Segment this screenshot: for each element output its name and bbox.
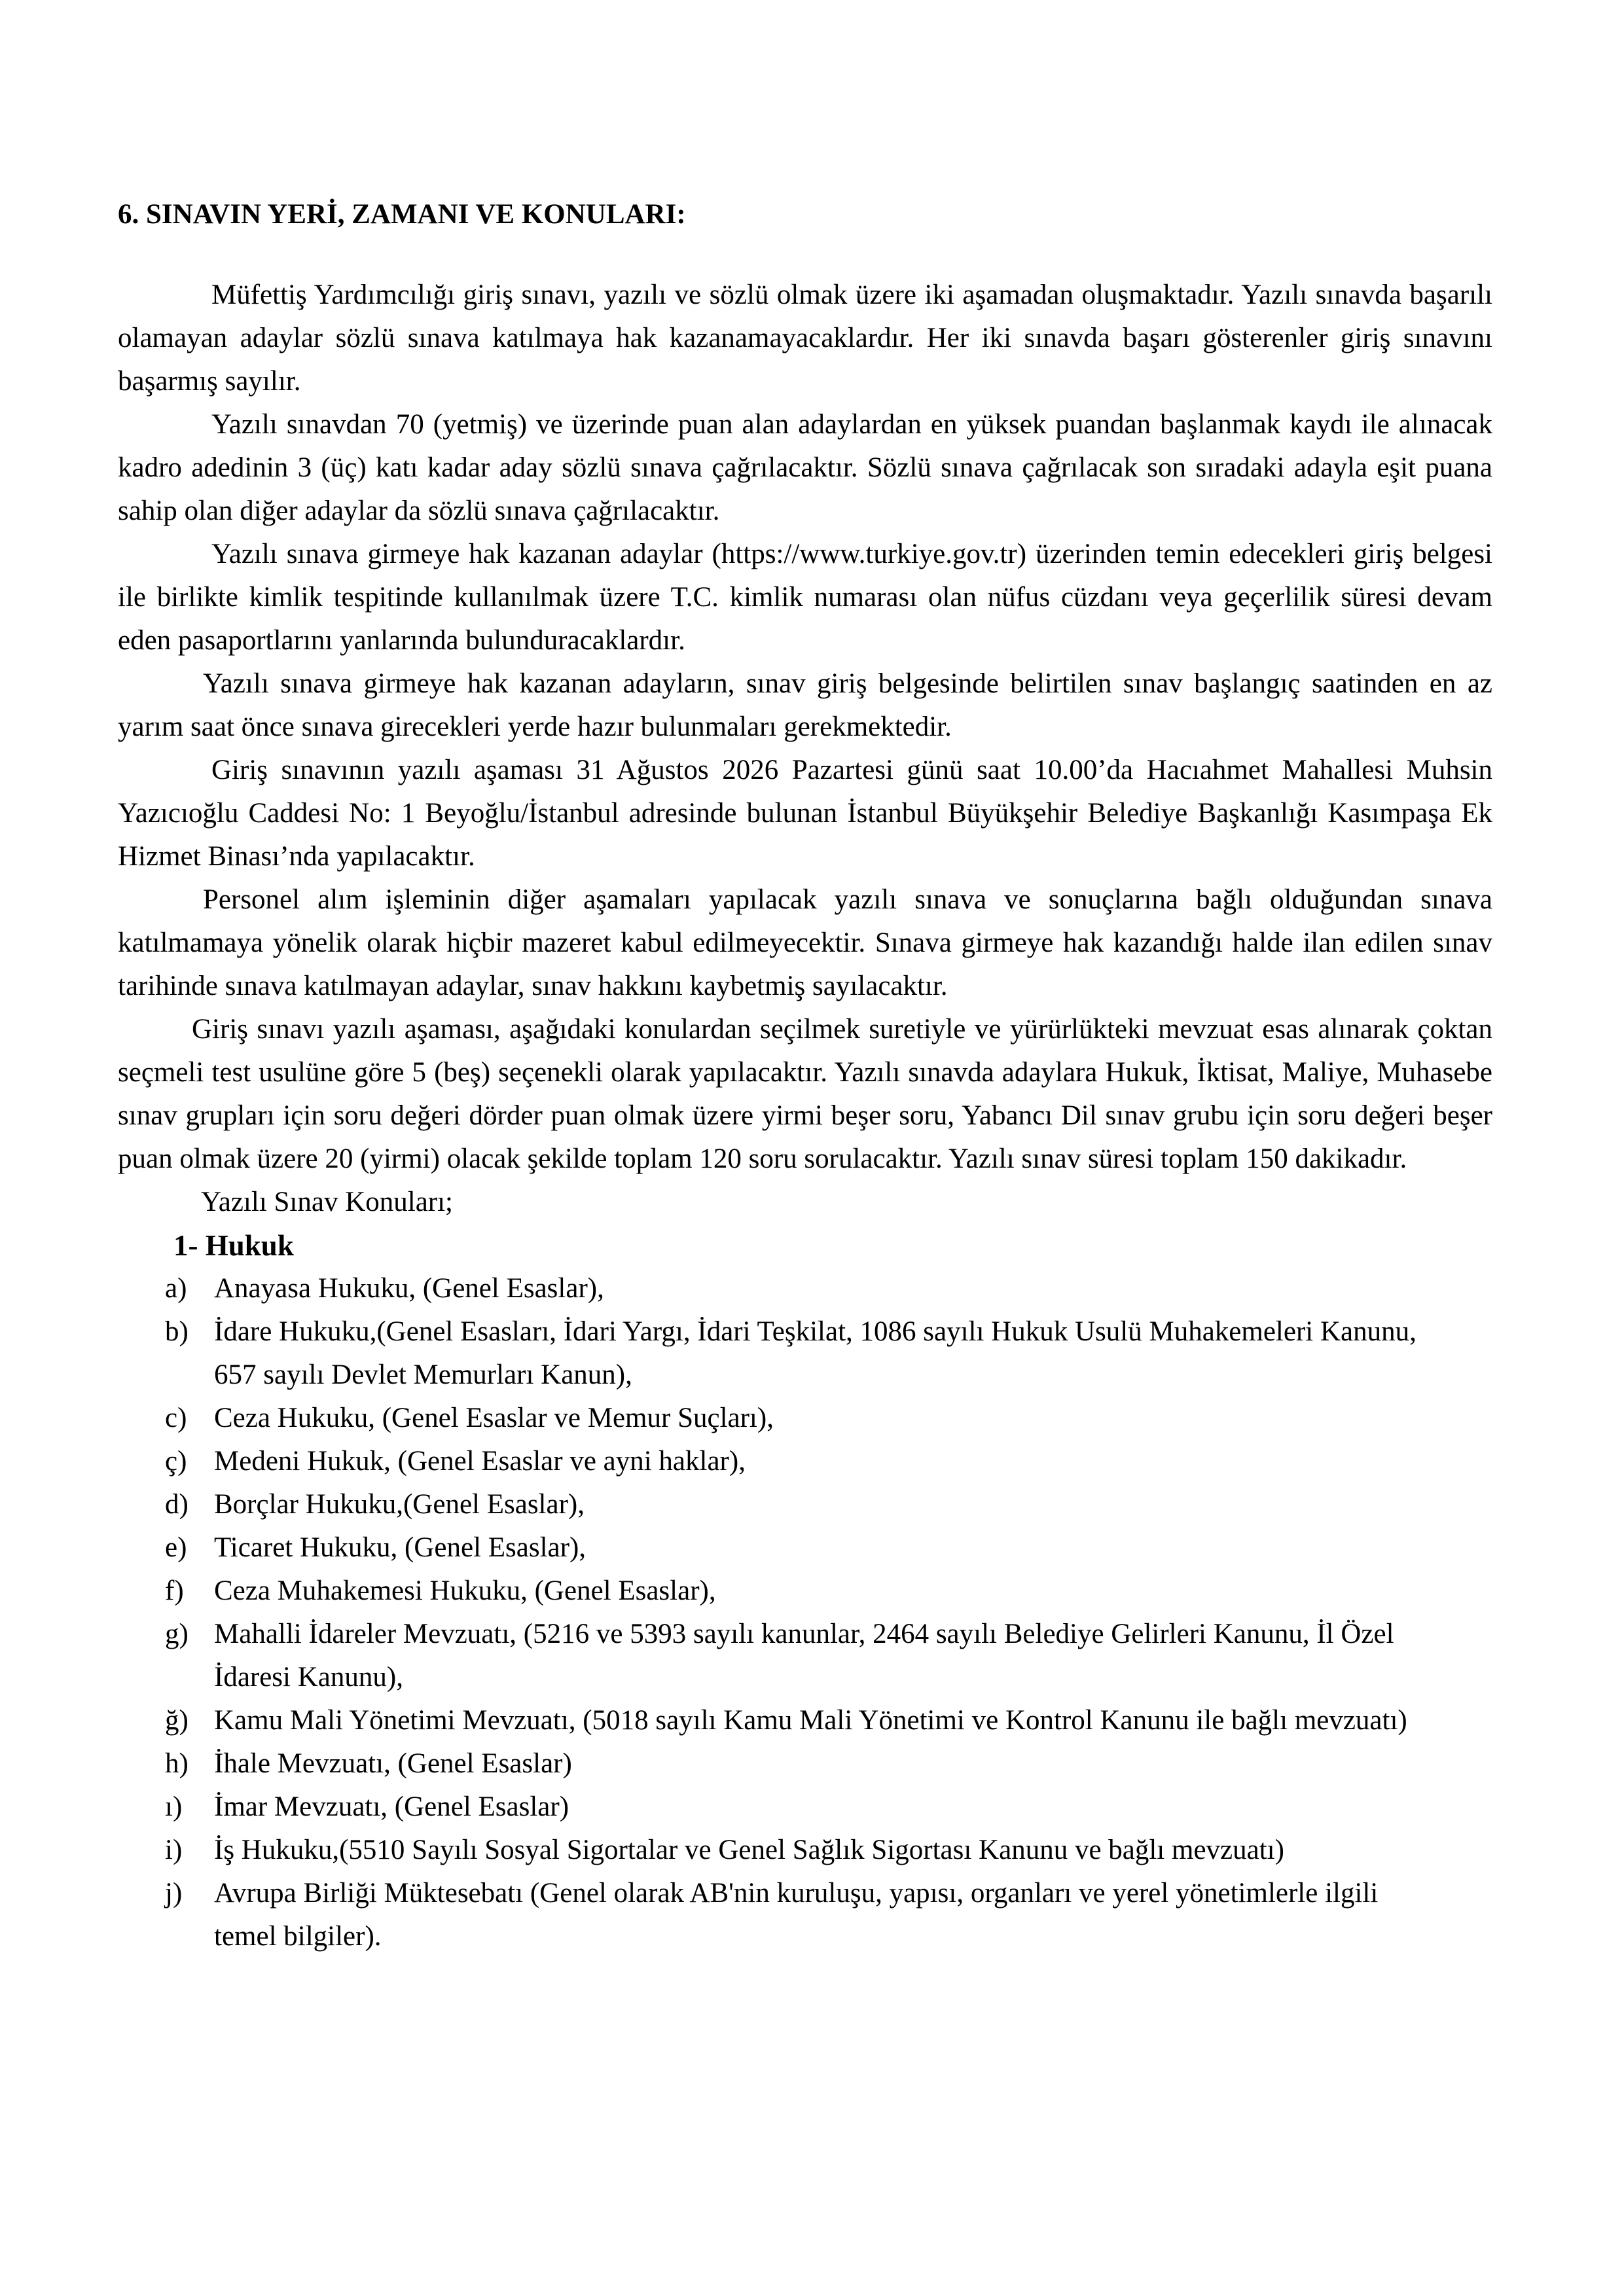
list-item-text: Kamu Mali Yönetimi Mevzuatı, (5018 sayılı Kamu Mali Yönetimi ve Kontrol Kanunu ile bağlı mevzuatı) [214, 1705, 1407, 1736]
list-item [118, 1483, 1492, 1526]
list-item [118, 1570, 1492, 1613]
list-item [118, 1267, 1492, 1310]
list-item-marker: f) [165, 1575, 184, 1606]
list-item-marker: b) [165, 1316, 189, 1347]
topics-intro: Yazılı Sınav Konuları; [201, 1187, 454, 1217]
list-item-marker: c) [165, 1403, 187, 1433]
topic-list [118, 1267, 1492, 1958]
list-item [118, 1829, 1492, 1872]
list-item-text: İhale Mevzuatı, (Genel Esaslar) [214, 1748, 572, 1779]
list-item-text: İş Hukuku,(5510 Sayılı Sosyal Sigortalar ve Genel Sağlık Sigortası Kanunu ve bağlı mevzuatı) [214, 1835, 1284, 1865]
paragraph-exam-stages: Müfettiş Yardımcılığı giriş sınavı, yazılı ve sözlü olmak üzere iki aşamadan oluşmaktadır. Yazılı sınavda başarılı olamayan adaylar sözlü sınava katılmaya hak kazanamayacaklardır. Her iki sınavda başarı gösterenler giriş sınavını başarmış sayılır. [118, 279, 1492, 397]
list-item [118, 1526, 1492, 1570]
list-item [118, 1742, 1492, 1785]
list-item-text: Avrupa Birliği Müktesebatı (Genel olarak AB'nin kuruluşu, yapısı, organları ve yerel yönetimlerle ilgili temel bilgiler). [214, 1878, 1379, 1952]
paragraph-oral-exam-call: Yazılı sınavdan 70 (yetmiş) ve üzerinde puan alan adaylardan en yüksek puandan başlanmak kaydı ile alınacak kadro adedinin 3 (üç) katı kadar aday sözlü sınava çağrılacaktır. Sözlü sınava çağrılacak son sıradaki adayla eşit puana sahip olan diğer adaylar da sözlü sınava çağrılacaktır. [118, 409, 1492, 526]
paragraph-entry-documents: Yazılı sınava girmeye hak kazanan adaylar (https://www.turkiye.gov.tr) üzerinden temin edecekleri giriş belgesi ile birlikte kimlik tespitinde kullanılmak üzere T.C. kimlik numarası olan nüfus cüzdanı veya geçerlilik süresi devam eden pasaportlarını yanlarında bulunduracaklardır. [118, 539, 1492, 656]
paragraph-exam-date-location: Giriş sınavının yazılı aşaması 31 Ağustos 2026 Pazartesi günü saat 10.00’da Hacıahmet Mahallesi Muhsin Yazıcıoğlu Caddesi No: 1 Beyoğlu/İstanbul adresinde bulunan İstanbul Büyükşehir Belediye Başkanlığı Kasımpaşa Ek Hizmet Binası’nda yapılacaktır. [118, 755, 1492, 872]
list-item-marker: i) [165, 1835, 183, 1865]
list-item-marker: ç) [165, 1446, 187, 1477]
list-item-text: Ceza Hukuku, (Genel Esaslar ve Memur Suçları), [214, 1403, 774, 1433]
list-item [118, 1785, 1492, 1829]
list-item [118, 1397, 1492, 1440]
list-item-text: Borçlar Hukuku,(Genel Esaslar), [214, 1489, 585, 1520]
list-item [118, 1699, 1492, 1742]
list-item-text: İmar Mevzuatı, (Genel Esaslar) [214, 1791, 569, 1822]
paragraph-arrival-time: Yazılı sınava girmeye hak kazanan adayların, sınav giriş belgesinde belirtilen sınav başlangıç saatinden en az yarım saat önce sınava girecekleri yerde hazır bulunmaları gerekmektedir. [118, 668, 1492, 742]
list-item-marker: a) [165, 1273, 187, 1304]
list-item-marker: ı) [165, 1791, 183, 1822]
list-item [118, 1310, 1492, 1397]
paragraph-no-excuse: Personel alım işleminin diğer aşamaları yapılacak yazılı sınava ve sonuçlarına bağlı olduğundan sınava katılmamaya yönelik olarak hiçbir mazeret kabul edilmeyecektir. Sınava girmeye hak kazandığı halde ilan edilen sınav tarihinde sınava katılmayan adaylar, sınav hakkını kaybetmiş sayılacaktır. [118, 884, 1492, 1001]
list-item [118, 1872, 1492, 1958]
list-item-marker: ğ) [165, 1705, 189, 1736]
list-item-marker: j) [165, 1878, 183, 1909]
list-item-marker: g) [165, 1619, 189, 1649]
topic-group-heading: 1- Hukuk [173, 1229, 294, 1262]
list-item [118, 1440, 1492, 1483]
list-item [118, 1613, 1492, 1699]
document-content [118, 193, 1492, 1958]
list-item-text: Ceza Muhakemesi Hukuku, (Genel Esaslar), [214, 1575, 716, 1606]
list-item-marker: e) [165, 1532, 187, 1563]
list-item-marker: d) [165, 1489, 189, 1520]
paragraph-exam-format: Giriş sınavı yazılı aşaması, aşağıdaki konulardan seçilmek suretiyle ve yürürlükteki mevzuat esas alınarak çoktan seçmeli test usulüne göre 5 (beş) seçenekli olarak yapılacaktır. Yazılı sınavda adaylara Hukuk, İktisat, Maliye, Muhasebe sınav grupları için soru değeri dörder puan olmak üzere yirmi beşer soru, Yabancı Dil sınav grubu için soru değeri beşer puan olmak üzere 20 (yirmi) olacak şekilde toplam 120 soru sorulacaktır. Yazılı sınav süresi toplam 150 dakikadır. [118, 1014, 1492, 1174]
list-item-text: İdare Hukuku,(Genel Esasları, İdari Yargı, İdari Teşkilat, 1086 sayılı Hukuk Usulü Muhakemeleri Kanunu, 657 sayılı Devlet Memurları Kanun), [214, 1316, 1416, 1390]
list-item-text: Medeni Hukuk, (Genel Esaslar ve ayni haklar), [214, 1446, 746, 1477]
list-item-text: Anayasa Hukuku, (Genel Esaslar), [214, 1273, 604, 1304]
list-item-marker: h) [165, 1748, 189, 1779]
section-heading: 6. SINAVIN YERİ, ZAMANI VE KONULARI: [118, 199, 686, 230]
list-item-text: Mahalli İdareler Mevzuatı, (5216 ve 5393 sayılı kanunlar, 2464 sayılı Belediye Gelirleri Kanunu, İl Özel İdaresi Kanunu), [214, 1619, 1394, 1693]
list-item-text: Ticaret Hukuku, (Genel Esaslar), [214, 1532, 586, 1563]
